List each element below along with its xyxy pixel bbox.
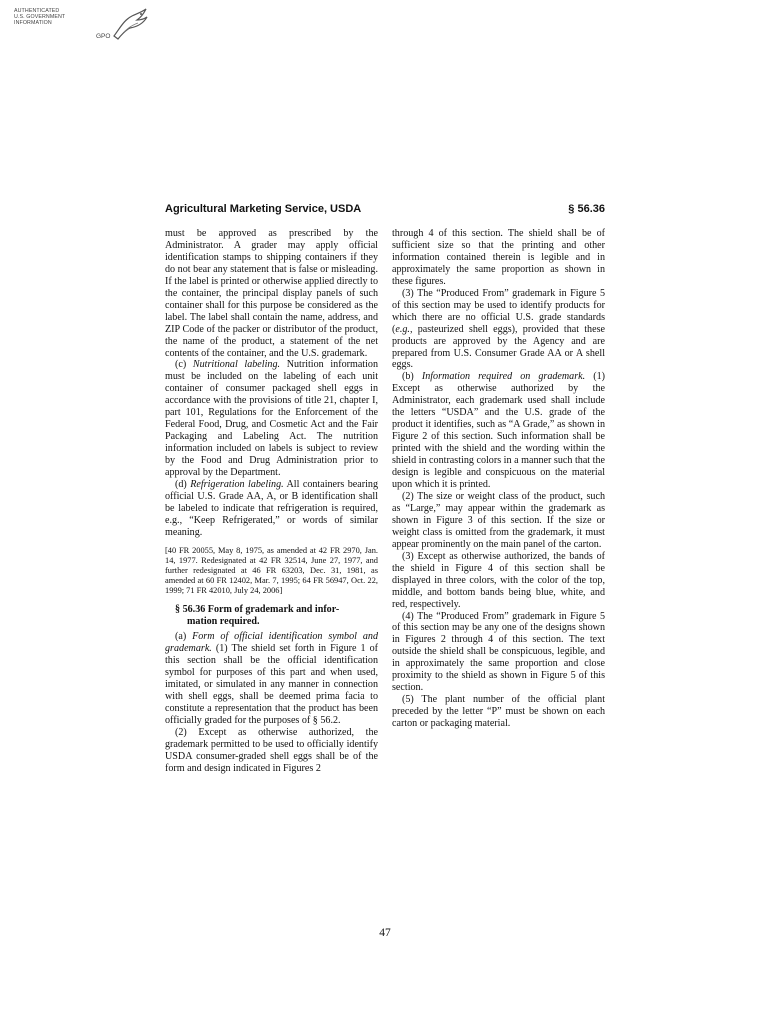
paragraph-label: (a) (175, 631, 187, 643)
paragraph-text: All containers bearing official U.S. Grade AA, A, or B identification shall be labeled to indicate that refrigeration is required, e.g., “Keep Refrigerated,” or words of similar meaning. (165, 479, 379, 538)
paragraph-text: (1) The shield set forth in Figure 1 of this section shall be the official identification symbol for purposes of this part and when used, imitated, or simulated in any manner in connection with shell eggs, shall be deemed prima facia to constitute a representation that the product has been officially graded for the purposes of § 56.2. (165, 643, 378, 726)
paragraph-text: pasteurized shell eggs), provided that these products are approved by the Agency and are prepared from U.S. Consumer Grade AA or A shell eggs. (392, 323, 605, 371)
left-column (165, 228, 378, 775)
paragraph-information-required (392, 371, 605, 491)
agency-title: Agricultural Marketing Service, USDA (165, 203, 362, 215)
paragraph-refrigeration-labeling (165, 479, 378, 539)
source-citation: [40 FR 20055, May 8, 1975, as amended at 42 FR 2970, Jan. 14, 1977. Redesignated at 42 FR 32514, June 27, 1977, and further redesignated at 46 FR 63203, Dec. 31, 1981, as amended at 60 FR 12402, Mar. 7, 1995; 64 FR 56947, Oct. 22, 1999; 71 FR 42010, July 24, 2006] (165, 545, 378, 596)
section-number: § 56.36 (568, 203, 605, 215)
paragraph-italic: e.g., (395, 323, 413, 335)
paragraph-heading: Refrigeration labeling. (190, 479, 284, 491)
section-heading-line: § 56.36 Form of grademark and infor- (175, 604, 340, 616)
paragraph-heading: Nutritional labeling. (192, 359, 281, 371)
paragraph-label: (b) (402, 371, 414, 383)
seal-line-government: U.S. GOVERNMENT (14, 14, 66, 21)
right-column (392, 228, 605, 730)
paragraph-heading: Information required on grademark. (421, 371, 586, 383)
page-number: 47 (379, 927, 391, 939)
gpo-authentication-seal (14, 6, 140, 50)
running-head (165, 203, 605, 215)
seal-line-information: INFORMATION (14, 20, 52, 27)
paragraph: through 4 of this section. The shield shall be of sufficient size so that the printing and other information contained therein is legible and in approximately the same proportion as shown in these figures. (392, 228, 605, 287)
paragraph-label: (c) (175, 359, 187, 371)
paragraph: (5) The plant number of the official plant preceded by the letter “P” must be shown on each carton or packaging material. (392, 694, 605, 730)
paragraph: (3) Except as otherwise authorized, the bands of the shield in Figure 4 of this section shall be displayed in three colors, with the color of the top, middle, and bottom bands being blue, white, and red, respectively. (392, 550, 605, 610)
seal-gpo-mark: GPO (96, 33, 111, 40)
section-heading (165, 604, 378, 628)
seal-text (14, 8, 65, 27)
paragraph-label: (d) (175, 479, 187, 491)
paragraph-text: (3) The “Produced From” grademark in Figure 5 of this section may be used to identify products for which there are no official U.S. grade standards ( (392, 287, 605, 335)
paragraph-produced-from (392, 288, 605, 372)
eagle-icon (110, 6, 150, 46)
paragraph-text: (1) Except as otherwise authorized by the Administrator, each grademark used shall include the letters “USDA” and the U.S. grade of the product it identifies, such as “A Grade,” as shown in Figure 2 of this section. Such information shall be printed with the shield and the wording within the shield in contrasting colors in a manner such that the design is legible and conspicuous on the material upon which it is printed. (392, 371, 605, 491)
paragraph-form-of-symbol (165, 631, 378, 727)
seal-line-authenticated: AUTHENTICATED (14, 8, 60, 14)
section-heading-line: mation required. (187, 616, 260, 628)
paragraph-text: Nutrition information must be included on the labeling of each unit container of consumer packaged shell eggs in accordance with the provisions of title 21, chapter I, part 101, Regulations for the Enforcement of the Federal Food, Drug, and Cosmetic Act and the Fair Packaging and Labeling Act. The nutrition information included on labels is subject to review by the Food and Drug Administration prior to approval by the Department. (165, 359, 379, 479)
paragraph-heading: Form of official identification symbol and grademark. (165, 631, 378, 655)
paragraph: (4) The “Produced From” grademark in Figure 5 of this section may be any one of the designs shown in Figures 2 through 4 of this section. The text outside the shield shall be conspicuous, legible, and in approximately the same proportion and close proximity to the shield as shown in Figure 5 of this section. (392, 610, 605, 694)
paragraph: must be approved as prescribed by the Administrator. A grader may apply official identification stamps to shipping containers if they do not bear any statement that is false or misleading. If the label is printed or otherwise applied directly to the container, the principal display panels of such container shall for this purpose be considered as the label. The label shall contain the name, address, and ZIP Code of the packer or distributor of the product, the name of the product, a statement of the net contents of the container, and the U.S. grademark. (165, 228, 378, 359)
paragraph: (2) Except as otherwise authorized, the grademark permitted to be used to officially identify USDA consumer-graded shell eggs shall be of the form and design indicated in Figures 2 (165, 726, 378, 774)
paragraph-nutritional-labeling (165, 359, 378, 479)
paragraph: (2) The size or weight class of the product, such as “Large,” may appear within the grademark as shown in Figure 3 of this section. If the size or weight class is omitted from the grademark, it must appear prominently on the main panel of the carton. (392, 490, 605, 550)
